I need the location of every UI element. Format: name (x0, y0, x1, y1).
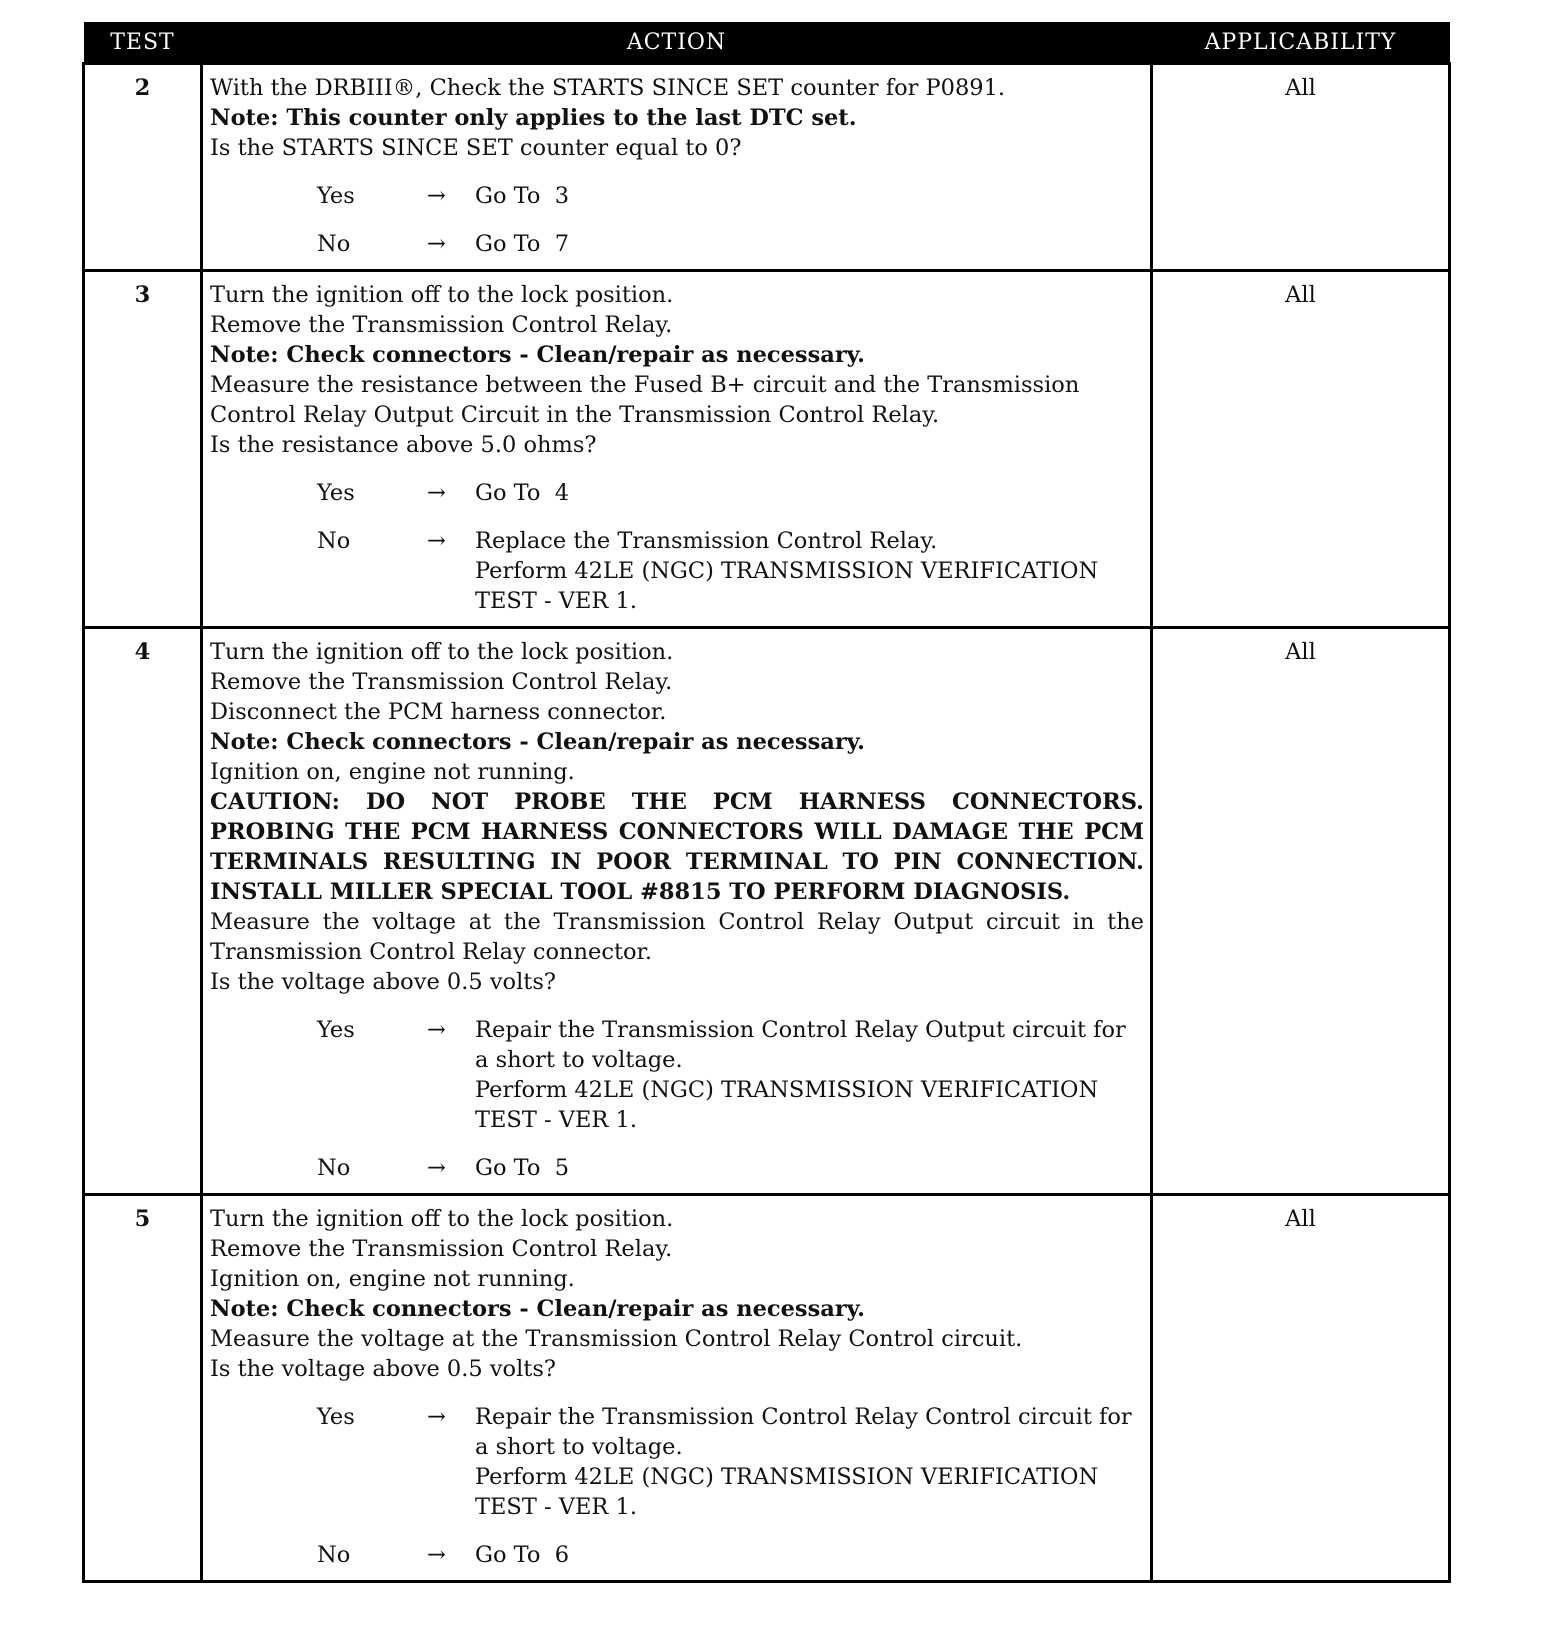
caution-text: CAUTION: DO NOT PROBE THE PCM HARNESS CONNECTORS. PROBING THE PCM HARNESS CONNECTORS WILL DAMAGE THE PCM TERMINALS RESULTING IN POOR TERMINAL TO PIN CONNECTION. INSTALL MILLER SPECIAL TOOL #8815 TO PERFORM DIAGNOSIS. (210, 789, 1144, 905)
action-cell (202, 64, 1152, 271)
question-line: Is the voltage above 0.5 volts? (210, 969, 556, 995)
applicability-cell: All (1152, 628, 1450, 1195)
header-test: TEST (84, 22, 202, 64)
answer-label: No (317, 1542, 351, 1568)
action-cell (202, 271, 1152, 628)
note-line: Note: Check connectors - Clean/repair as necessary. (210, 1296, 865, 1322)
arrow-icon: → (427, 528, 446, 554)
action-line: With the DRBIII®, Check the STARTS SINCE SET counter for P0891. (210, 75, 1006, 101)
outcome-result (475, 1153, 1144, 1183)
action-line: Turn the ignition off to the lock position. (210, 1206, 674, 1232)
outcome-no (210, 1153, 1144, 1183)
action-line: Disconnect the PCM harness connector. (210, 699, 667, 725)
header-action: ACTION (202, 22, 1152, 64)
result-line: Go To 4 (475, 480, 570, 506)
test-row (84, 271, 1450, 628)
result-line: Perform 42LE (NGC) TRANSMISSION VERIFICATION TEST - VER 1. (475, 1464, 1099, 1520)
note-line: Note: Check connectors - Clean/repair as necessary. (210, 729, 865, 755)
test-number: 3 (84, 271, 202, 628)
outcome-result (475, 1402, 1144, 1522)
answer-label: Yes (317, 480, 355, 506)
result-line: Go To 5 (475, 1155, 570, 1181)
action-line: Remove the Transmission Control Relay. (210, 1236, 673, 1262)
outcome-result (475, 229, 1144, 259)
test-row (84, 628, 1450, 1195)
answer-label: No (317, 1155, 351, 1181)
action-line: Remove the Transmission Control Relay. (210, 669, 673, 695)
outcome-yes (210, 1015, 1144, 1135)
action-line: Measure the voltage at the Transmission Control Relay Control circuit. (210, 1326, 1023, 1352)
question-line: Is the STARTS SINCE SET counter equal to 0? (210, 135, 742, 161)
arrow-icon: → (427, 1155, 446, 1181)
outcome-yes (210, 181, 1144, 211)
test-number: 2 (84, 64, 202, 271)
note-line: Note: This counter only applies to the last DTC set. (210, 105, 857, 131)
answer-label: Yes (317, 1017, 355, 1043)
applicability-cell: All (1152, 271, 1450, 628)
outcome-result (475, 1540, 1144, 1570)
action-cell (202, 1195, 1152, 1582)
test-table (82, 22, 1451, 1583)
action-line: Ignition on, engine not running. (210, 1266, 575, 1292)
outcome-no (210, 229, 1144, 259)
action-line: Ignition on, engine not running. (210, 759, 575, 785)
outcome-result (475, 478, 1144, 508)
question-line: Is the resistance above 5.0 ohms? (210, 432, 597, 458)
action-line: Remove the Transmission Control Relay. (210, 312, 673, 338)
test-number: 4 (84, 628, 202, 1195)
action-line: Measure the resistance between the Fused B+ circuit and the Transmission Control Relay Output Circuit in the Transmission Control Relay. (210, 372, 1080, 428)
result-line: Go To 3 (475, 183, 570, 209)
outcome-result (475, 526, 1144, 616)
answer-label: Yes (317, 183, 355, 209)
result-line: Repair the Transmission Control Relay Control circuit for a short to voltage. (475, 1404, 1132, 1460)
arrow-icon: → (427, 1542, 446, 1568)
answer-label: No (317, 528, 351, 554)
result-line: Replace the Transmission Control Relay. (475, 528, 938, 554)
test-row (84, 64, 1450, 271)
header-applicability: APPLICABILITY (1152, 22, 1450, 64)
answer-label: No (317, 231, 351, 257)
outcome-result (475, 181, 1144, 211)
action-line: Turn the ignition off to the lock position. (210, 639, 674, 665)
action-cell (202, 628, 1152, 1195)
outcome-yes (210, 1402, 1144, 1522)
header-row (84, 22, 1450, 64)
action-line: Turn the ignition off to the lock position. (210, 282, 674, 308)
result-line: Perform 42LE (NGC) TRANSMISSION VERIFICATION TEST - VER 1. (475, 558, 1099, 614)
question-line: Is the voltage above 0.5 volts? (210, 1356, 556, 1382)
test-number: 5 (84, 1195, 202, 1582)
applicability-cell: All (1152, 64, 1450, 271)
answer-label: Yes (317, 1404, 355, 1430)
result-line: Repair the Transmission Control Relay Output circuit for a short to voltage. (475, 1017, 1126, 1073)
test-row (84, 1195, 1450, 1582)
outcome-yes (210, 478, 1144, 508)
action-line: Measure the voltage at the Transmission Control Relay Output circuit in the Transmission Control Relay connector. (210, 909, 1144, 965)
applicability-cell: All (1152, 1195, 1450, 1582)
arrow-icon: → (427, 1017, 446, 1043)
diagnostic-test-table (82, 22, 1448, 1583)
note-line: Note: Check connectors - Clean/repair as necessary. (210, 342, 865, 368)
result-line: Go To 7 (475, 231, 570, 257)
arrow-icon: → (427, 480, 446, 506)
outcome-no (210, 526, 1144, 616)
arrow-icon: → (427, 231, 446, 257)
outcome-result (475, 1015, 1144, 1135)
result-line: Perform 42LE (NGC) TRANSMISSION VERIFICATION TEST - VER 1. (475, 1077, 1099, 1133)
result-line: Go To 6 (475, 1542, 570, 1568)
arrow-icon: → (427, 183, 446, 209)
outcome-no (210, 1540, 1144, 1570)
arrow-icon: → (427, 1404, 446, 1430)
